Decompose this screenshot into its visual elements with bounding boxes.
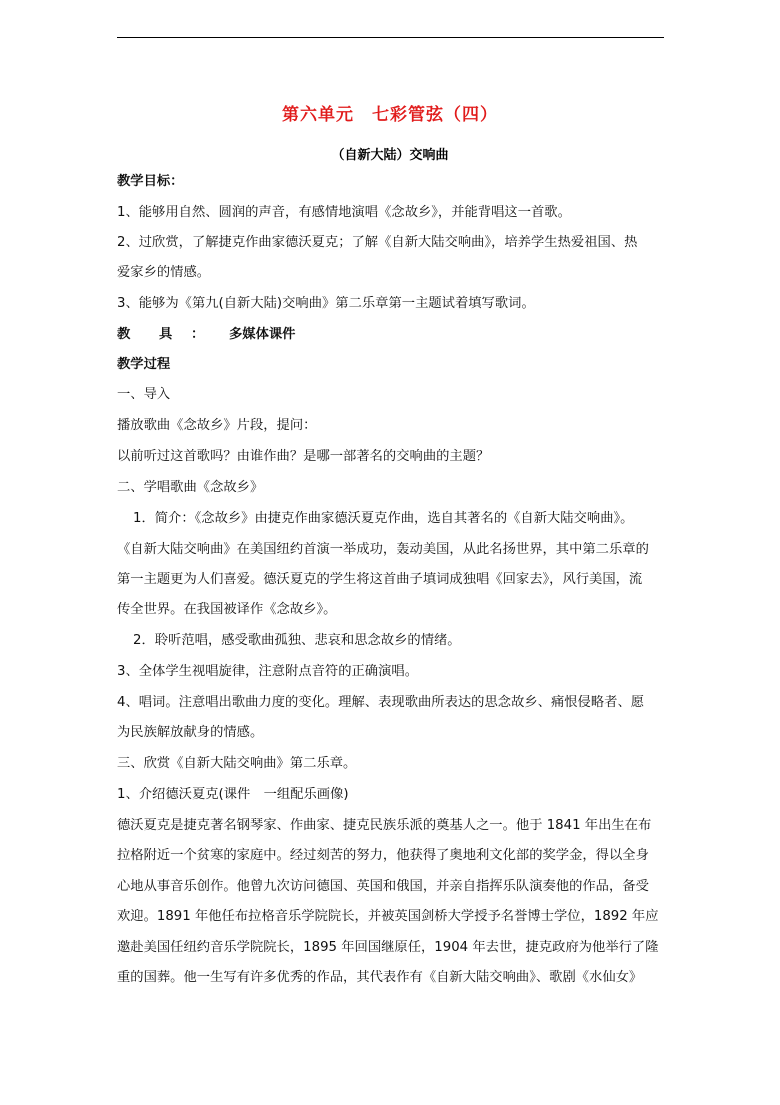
page-title: 第六单元 七彩管弦（四）: [282, 105, 498, 125]
objective-item-3: 3、能够为《第九(自新大陆)交响曲》第二乐章第一主题试着填写歌词。: [117, 296, 535, 311]
section-2-item-4-line-2: 为民族解放献身的情感。: [117, 725, 264, 740]
page-subtitle: （自新大陆）交响曲: [331, 148, 449, 163]
objective-item-2-line-2: 爱家乡的情感。: [117, 265, 211, 280]
tools-colon: ：: [191, 327, 205, 342]
section-3-item-1: 1、介绍德沃夏克(课件 一组配乐画像): [117, 787, 349, 802]
objective-item-1: 1、能够用自然、圆润的声音，有感情地演唱《念故乡》，并能背唱这一首歌。: [117, 205, 571, 220]
section-1-title: 一、导入: [117, 387, 171, 402]
section-1-paragraph-1: 播放歌曲《念故乡》片段，提问：: [117, 418, 317, 433]
section-1-paragraph-2: 以前听过这首歌吗？由谁作曲？是哪一部著名的交响曲的主题？: [117, 449, 490, 464]
section-3-title: 三、欣赏《自新大陆交响曲》第二乐章。: [117, 756, 357, 771]
section-3-paragraph-line-2: 拉格附近一个贫寒的家庭中。经过刻苦的努力，他获得了奥地利文化部的奖学金，得以全身: [117, 848, 649, 863]
tools-row: [117, 325, 665, 345]
section-2-item-3: 3、全体学生视唱旋律，注意附点音符的正确演唱。: [117, 664, 418, 679]
section-2-intro-line-2: 《自新大陆交响曲》在美国纽约首演一举成功，轰动美国，从此名扬世界，其中第二乐章的: [117, 542, 649, 557]
section-2-listen: 2．聆听范唱，感受歌曲孤独、悲哀和思念故乡的情绪。: [133, 633, 461, 648]
tools-value: 多媒体课件: [229, 327, 296, 342]
section-2-intro-line-4: 传全世界。在我国被译作《念故乡》。: [117, 602, 337, 617]
tools-label-b: 具: [159, 327, 173, 342]
objective-item-2-line-1: 2、过欣赏，了解捷克作曲家德沃夏克；了解《自新大陆交响曲》，培养学生热爱祖国、热: [117, 235, 638, 250]
section-3-paragraph-line-4: 欢迎。1891 年他任布拉格音乐学院院长，并被英国剑桥大学授予名誉博士学位，1892 年应: [117, 909, 659, 924]
section-3-paragraph-line-3: 心地从事音乐创作。他曾九次访问德国、英国和俄国，并亲自指挥乐队演奏他的作品，备受: [117, 879, 649, 894]
objectives-heading: 教学目标：: [117, 174, 184, 189]
header-rule: [117, 37, 664, 38]
section-2-intro-line-1: 1．简介：《念故乡》由捷克作曲家德沃夏克作曲，选自其著名的《自新大陆交响曲》。: [133, 511, 634, 526]
process-heading: 教学过程: [117, 357, 171, 372]
section-3-paragraph-line-5: 邀赴美国任纽约音乐学院院长，1895 年回国继原任，1904 年去世，捷克政府为他举行了隆: [117, 940, 659, 955]
tools-label-a: 教: [117, 327, 131, 342]
section-2-intro-line-3: 第一主题更为人们喜爱。德沃夏克的学生将这首曲子填词成独唱《回家去》，风行美国，流: [117, 572, 643, 587]
section-3-paragraph-line-6: 重的国葬。他一生写有许多优秀的作品，其代表作有《自新大陆交响曲》、歌剧《水仙女》: [117, 970, 643, 985]
section-3-paragraph-line-1: 德沃夏克是捷克著名钢琴家、作曲家、捷克民族乐派的奠基人之一。他于 1841 年出生在布: [117, 818, 652, 833]
section-2-title: 二、学唱歌曲《念故乡》: [117, 480, 264, 495]
section-2-item-4-line-1: 4、唱词。注意唱出歌曲力度的变化。理解、表现歌曲所表达的思念故乡、痛恨侵略者、愿: [117, 695, 645, 710]
